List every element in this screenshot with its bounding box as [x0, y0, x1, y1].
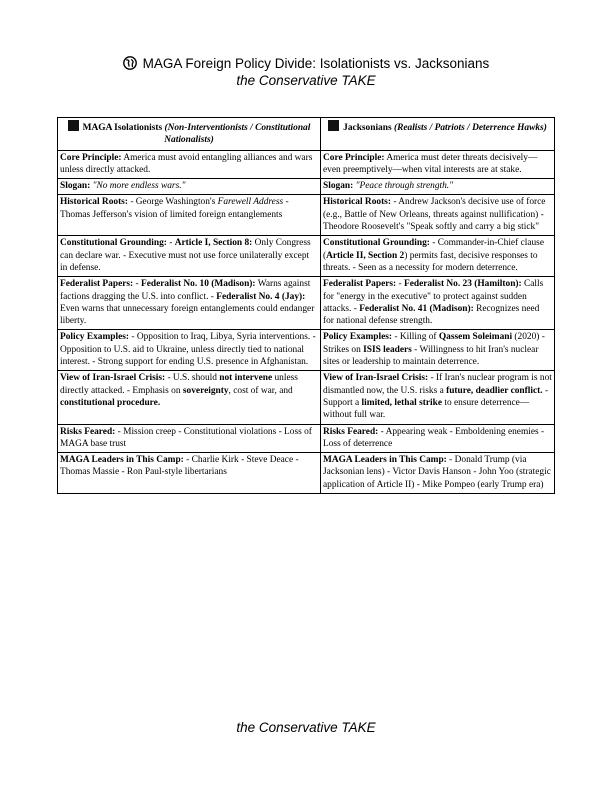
table-cell: Policy Examples: - Killing of Qassem Soleimani (2020) - Strikes on ISIS leaders - Willingness to hit Iran's nuclear sites or leadership to maintain deterrence. — [321, 330, 555, 371]
table-row — [58, 371, 555, 424]
cell-label: Core Principle: — [60, 152, 122, 163]
table-row — [58, 453, 555, 494]
table-cell: Federalist Papers: - Federalist No. 10 (Madison): Warns against factions dragging the U.S. into conflict. - Federalist No. 4 (Jay): Even warns that unnecessary foreign entanglements could endanger liberty. — [58, 277, 321, 330]
table-cell — [58, 424, 321, 453]
slogan-quote: "Peace through strength." — [355, 181, 454, 192]
cell-text: - Opposition to Iraq, Libya, Syria interventions. - Opposition to U.S. aid to Ukraine, unless directly tied to national interest. - Strong support for ending U.S. presence in Afghanistan. — [60, 332, 316, 368]
cell-label: Risks Feared: — [60, 426, 116, 437]
cell-label: Policy Examples: — [60, 332, 130, 343]
cell-label: Slogan: — [60, 181, 91, 192]
cell-text: - Charlie Kirk - Steve Deace - Thomas Massie - Ron Paul-style libertarians — [60, 455, 299, 478]
cell-text: America must deter threats decisively—even preemptively—when vital interests are at stake. — [323, 152, 538, 175]
table-cell — [58, 150, 321, 179]
table-row — [58, 330, 555, 371]
document-title-text: MAGA Foreign Policy Divide: Isolationists vs. Jacksonians — [142, 56, 490, 71]
cell-label: MAGA Leaders in This Camp: — [323, 455, 447, 466]
table-row — [58, 277, 555, 330]
table-cell: View of Iran-Israel Crisis: - If Iran's nuclear program is not dismantled now, the U.S. risks a future, deadlier conflict. - Support a limited, lethal strike to ensure deterrence—without full war. — [321, 371, 555, 424]
cell-text: - Appearing weak - Emboldening enemies - Loss of deterrence — [323, 426, 545, 449]
document-footer: the Conservative TAKE — [236, 720, 376, 735]
column-title: MAGA Isolationists — [82, 123, 163, 133]
cell-label: View of Iran-Israel Crisis: — [60, 373, 166, 384]
globe-icon — [123, 56, 137, 73]
table-header-row — [58, 118, 555, 151]
table-row — [58, 179, 555, 195]
cell-label: Constitutional Grounding: — [60, 238, 167, 249]
column-qualifier: (Non-Interventionists / Constitutional Nationalists) — [164, 123, 311, 146]
cell-text: - Mission creep - Constitutional violations - Loss of MAGA base trust — [60, 426, 312, 449]
table-cell: Historical Roots: - George Washington's Farewell Address - Thomas Jefferson's vision of limited foreign entanglements — [58, 195, 321, 236]
document-title — [0, 56, 612, 73]
table-cell — [321, 453, 555, 494]
table-cell: Federalist Papers: - Federalist No. 23 (Hamilton): Calls for "energy in the executive" to protect against sudden attacks. - Federalist No. 41 (Madison): Recognizes need for national defense strength. — [321, 277, 555, 330]
table-cell — [58, 453, 321, 494]
cell-label: Historical Roots: — [60, 197, 128, 208]
cell-label: Core Principle: — [323, 152, 385, 163]
table-cell — [58, 179, 321, 195]
cell-label: Federalist Papers: — [323, 279, 397, 290]
table-cell — [321, 150, 555, 179]
cell-label: Constitutional Grounding: — [323, 238, 430, 249]
table-cell — [321, 179, 555, 195]
cell-label: Slogan: — [323, 181, 354, 192]
black-square-icon — [328, 120, 339, 131]
table-cell — [321, 195, 555, 236]
black-square-icon — [68, 120, 79, 131]
column-header-isolationists — [58, 118, 321, 151]
table-row — [58, 236, 555, 277]
slogan-quote: "No more endless wars." — [92, 181, 186, 192]
column-title: Jacksonians — [343, 123, 392, 133]
table-cell — [58, 330, 321, 371]
document-subtitle: the Conservative TAKE — [236, 73, 376, 88]
emphasis-text: Farewell Address — [217, 197, 284, 208]
cell-text: America must avoid entangling alliances and wars unless directly attacked. — [60, 152, 313, 175]
cell-label: Policy Examples: — [323, 332, 393, 343]
cell-text: - Andrew Jackson's decisive use of force (e.g., Battle of New Orleans, threats against nullification) - Theodore Roosevelt's "Speak softly and carry a big stick" — [323, 197, 546, 233]
column-header-jacksonians — [321, 118, 555, 151]
table-row — [58, 195, 555, 236]
cell-label: Risks Feared: — [323, 426, 379, 437]
cell-label: Historical Roots: — [323, 197, 391, 208]
table-cell: Constitutional Grounding: - Article I, Section 8: Only Congress can declare war. - Executive must not use force unilaterally except in defense. — [58, 236, 321, 277]
table-cell: View of Iran-Israel Crisis: - U.S. should not intervene unless directly attacked. - Emphasis on sovereignty, cost of war, and constitutional procedure. — [58, 371, 321, 424]
table-cell: Constitutional Grounding: - Commander-in-Chief clause (Article II, Section 2) permits fast, decisive responses to threats. - Seen as a necessity for modern deterrence. — [321, 236, 555, 277]
column-qualifier: (Realists / Patriots / Deterrence Hawks) — [393, 123, 547, 133]
table-row — [58, 150, 555, 179]
table-cell — [321, 424, 555, 453]
cell-label: Federalist Papers: — [60, 279, 134, 290]
table-row — [58, 424, 555, 453]
comparison-table — [57, 117, 555, 494]
cell-label: MAGA Leaders in This Camp: — [60, 455, 184, 466]
cell-label: View of Iran-Israel Crisis: — [323, 373, 429, 384]
cell-text: - Donald Trump (via Jacksonian lens) - Victor Davis Hanson - John Yoo (strategic application of Article II) - Mike Pompeo (early Trump era) — [323, 455, 551, 490]
